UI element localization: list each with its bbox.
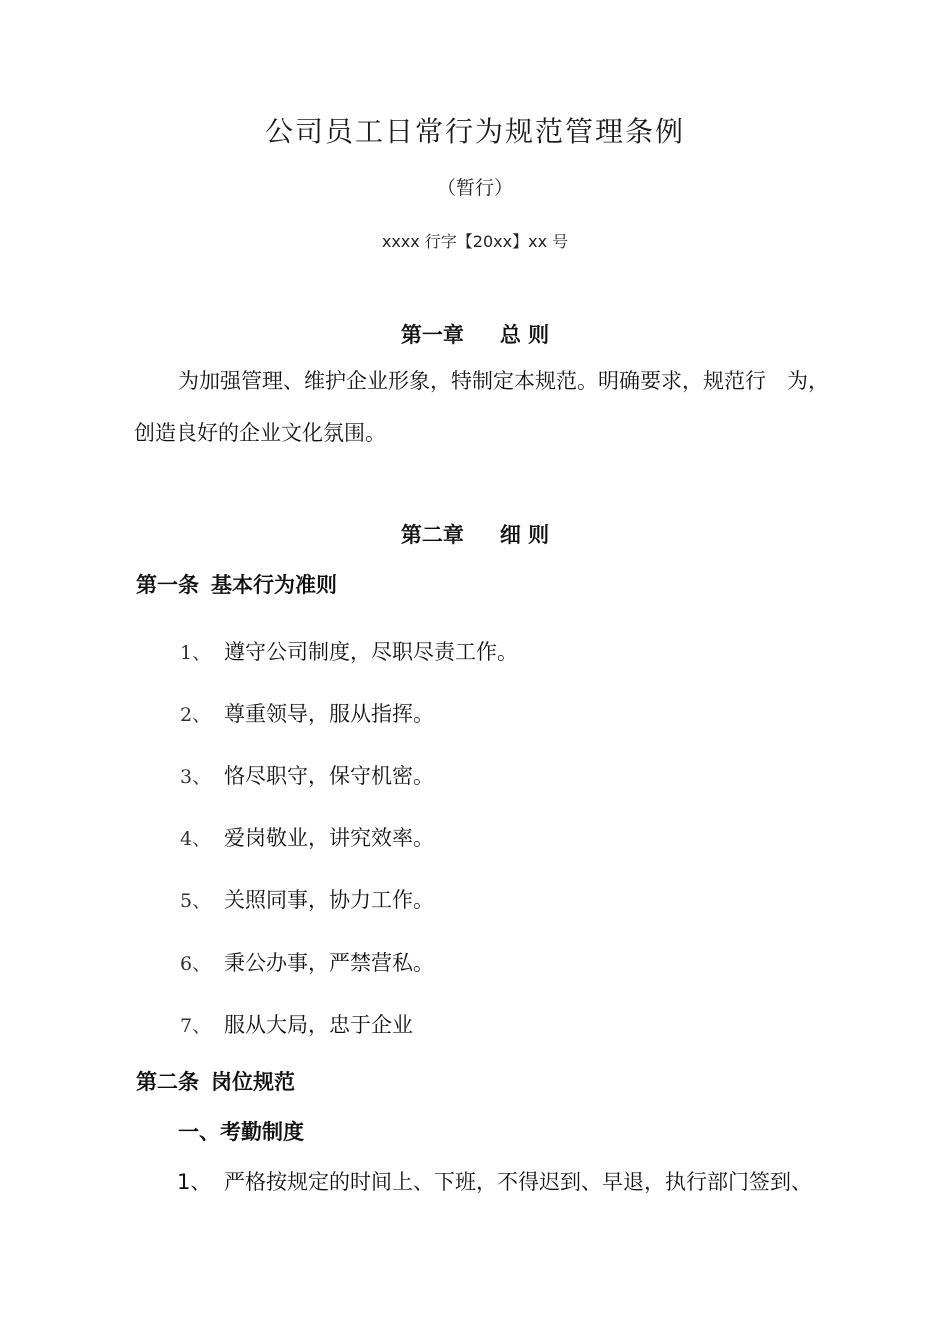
chapter-2-name: 细 则	[499, 523, 550, 547]
list-item-number: 2、	[180, 704, 212, 726]
article-2-name: 岗位规范	[211, 1070, 295, 1094]
list-item-number: 1、	[180, 642, 212, 664]
list-item-number: 6、	[180, 953, 212, 975]
article-1-label: 第一条	[136, 573, 199, 597]
list-item-text: 尊重领导，服从指挥。	[224, 702, 434, 726]
section-heading-attendance: 一、考勤制度	[178, 1120, 304, 1144]
article-1-heading	[136, 569, 337, 599]
list-item	[180, 822, 434, 852]
rule-item-text: 严格按规定的时间上、下班，不得迟到、早退，执行部门签到、	[224, 1170, 812, 1194]
list-item	[180, 884, 434, 914]
chapter-1-paragraph-line-2: 创造良好的企业文化氛围。	[134, 421, 386, 445]
list-item	[180, 947, 434, 977]
list-item	[180, 760, 434, 790]
chapter-2-label: 第二章	[400, 523, 464, 547]
chapter-1-paragraph-line-1: 为加强管理、维护企业形象，特制定本规范。明确要求，规范行 为，	[178, 369, 829, 393]
article-2-heading	[136, 1066, 295, 1096]
list-item-number: 7、	[180, 1015, 212, 1037]
chapter-2-heading	[0, 519, 950, 549]
list-item-number: 4、	[180, 828, 212, 850]
chapter-1-label: 第一章	[400, 323, 464, 347]
document-number: xxxx 行字【20xx】xx 号	[381, 232, 569, 251]
list-item-text: 关照同事，协力工作。	[224, 888, 434, 912]
list-item-text: 遵守公司制度，尽职尽责工作。	[224, 640, 518, 664]
rule-item	[177, 1166, 812, 1196]
list-item-text: 秉公办事，严禁营私。	[224, 951, 434, 975]
chapter-1-heading	[0, 319, 950, 349]
list-item-text: 爱岗敬业，讲究效率。	[224, 826, 434, 850]
list-item-text: 服从大局，忠于企业	[224, 1013, 413, 1037]
list-item	[180, 1009, 413, 1039]
document-title: 公司员工日常行为规范管理条例	[264, 115, 685, 148]
article-1-name: 基本行为准则	[211, 573, 337, 597]
list-item-number: 5、	[180, 890, 212, 912]
list-item	[180, 636, 518, 666]
document-subtitle: （暂行）	[436, 177, 513, 199]
article-2-label: 第二条	[136, 1070, 199, 1094]
chapter-1-name: 总 则	[499, 323, 550, 347]
rule-item-number: 1、	[177, 1170, 212, 1194]
list-item-number: 3、	[180, 766, 212, 788]
list-item	[180, 698, 434, 728]
list-item-text: 恪尽职守，保守机密。	[224, 764, 434, 788]
